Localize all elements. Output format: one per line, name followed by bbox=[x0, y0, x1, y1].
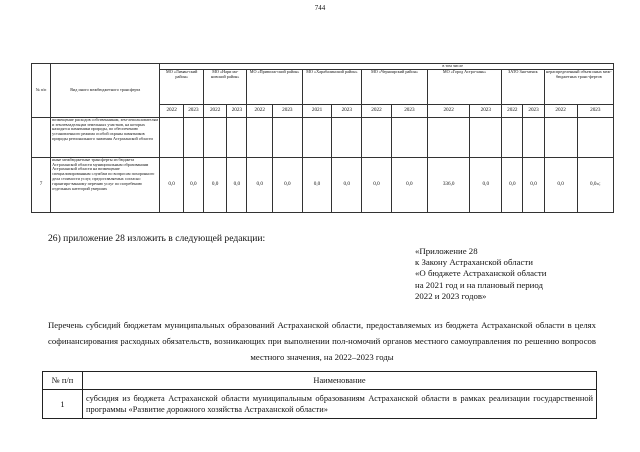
value-cell: 0,0 bbox=[272, 157, 302, 212]
subsidy-header-num: № п/п bbox=[43, 372, 83, 390]
header-including: в том числе bbox=[160, 64, 614, 70]
header-transfer-type: Вид иного межбюджетного трансферта bbox=[51, 64, 160, 118]
value-cell: 0,0 bbox=[332, 157, 362, 212]
transfer-description: возмещение расходов собственникам, зем-лепользователям и землевладельцам земельных участков, на которых находятся памятники природы, по обеспечению установленного режима особой охраны памятников природы регионального значения Астраханской области bbox=[51, 117, 160, 157]
value-cell: 336,0 bbox=[427, 157, 469, 212]
appendix-caption bbox=[415, 246, 546, 302]
subsidy-row-name: субсидия из бюджета Астраханской области муниципальным образованиям Астраханской области в рамках реализации государственной программы «Развитие дорожного хозяйства Астраханской области» bbox=[83, 390, 597, 419]
value-cell: 0,0 bbox=[302, 157, 332, 212]
header-group-chernoyar: МО «Черноярский район» bbox=[362, 69, 428, 104]
year-cell: 2022 bbox=[203, 104, 226, 117]
year-cell: 2023 bbox=[272, 104, 302, 117]
year-cell: 2023 bbox=[332, 104, 362, 117]
header-group-narimanov: МО «Нари ма-новский район» bbox=[203, 69, 247, 104]
value-cell: 0,0 bbox=[502, 157, 523, 212]
table-row-7 bbox=[32, 157, 614, 212]
year-cell: 2023 bbox=[391, 104, 427, 117]
subsidy-list-title: Перечень субсидий бюджетам муниципальных образований Астраханской области, предоставляемых из бюджета Астраханской области в целях софинансирования расходных обязательств, возникающих при выполнении пол-номочий органов местного самоуправления по решению вопросов местного значения, на 2022–2023 годы bbox=[48, 320, 596, 362]
header-group-kharabali: МО «Харабалинский район» bbox=[302, 69, 361, 104]
transfer-description: иные межбюджетные трансферты из бюджета Астраханской области муниципальным образованиям Астраханской области на возмещение специализированным службам по вопросам похоронного дела стоимости услуг, предоставляемых согласно гарантиро-ванному перечню услуг по погребению отдельных категорий умерших bbox=[51, 157, 160, 212]
header-group-undistributed: нераспределенный объем иных меж-бюджетных транс-фертов bbox=[544, 69, 613, 104]
value-cell: 0,0 bbox=[203, 157, 226, 212]
page-number: 744 bbox=[314, 4, 326, 12]
header-group-privolzhsky: МО «Приволж-ский район» bbox=[247, 69, 302, 104]
value-cell: 0,0 bbox=[544, 157, 577, 212]
header-group-astrakhan-city: МО «Город Астра-хань» bbox=[427, 69, 501, 104]
value-cell: 0,0 bbox=[523, 157, 544, 212]
value-cell: 0,0 bbox=[362, 157, 392, 212]
appendix-caption-line: «О бюджете Астраханской области bbox=[415, 268, 547, 279]
row-num-empty bbox=[32, 117, 51, 157]
year-cell: 2023 bbox=[183, 104, 203, 117]
amendment-instruction: 26) приложение 28 изложить в следующей редакции: bbox=[48, 233, 266, 244]
value-cell: 0,0 bbox=[227, 157, 247, 212]
year-cell: 2022 bbox=[427, 104, 469, 117]
row-num: 7 bbox=[32, 157, 51, 212]
year-cell: 2022 bbox=[544, 104, 577, 117]
year-cell: 2022 bbox=[160, 104, 183, 117]
subsidy-header-name: Наименование bbox=[83, 372, 597, 390]
header-group-liman: МО «Лиман-ский район» bbox=[160, 69, 204, 104]
table-row bbox=[43, 390, 597, 419]
value-cell: 0,0 bbox=[160, 157, 183, 212]
value-cell: 0,0»; bbox=[577, 157, 613, 212]
header-num: № п/п bbox=[32, 64, 51, 118]
subsidy-row-num: 1 bbox=[43, 390, 83, 419]
appendix-caption-line: 2022 и 2023 годов» bbox=[415, 290, 487, 301]
transfers-table bbox=[31, 63, 614, 213]
year-cell: 2022 bbox=[362, 104, 392, 117]
year-cell: 2023 bbox=[227, 104, 247, 117]
appendix-caption-line: к Закону Астраханской области bbox=[415, 257, 533, 268]
year-cell: 2021 bbox=[302, 104, 332, 117]
value-cell: 0,0 bbox=[183, 157, 203, 212]
value-cell: 0,0 bbox=[470, 157, 502, 212]
value-cell: 0,0 bbox=[391, 157, 427, 212]
subsidy-table bbox=[42, 371, 597, 419]
year-cell: 2023 bbox=[577, 104, 613, 117]
year-cell: 2023 bbox=[470, 104, 502, 117]
year-cell: 2022 bbox=[502, 104, 523, 117]
year-cell: 2023 bbox=[523, 104, 544, 117]
header-group-znamensk: ЗАТО Зна-менск bbox=[502, 69, 544, 104]
appendix-caption-line: на 2021 год и на плановый период bbox=[415, 279, 543, 290]
value-cell: 0,0 bbox=[247, 157, 272, 212]
appendix-caption-line: «Приложение 28 bbox=[415, 246, 478, 256]
table-row-continued bbox=[32, 117, 614, 157]
year-cell: 2022 bbox=[247, 104, 272, 117]
